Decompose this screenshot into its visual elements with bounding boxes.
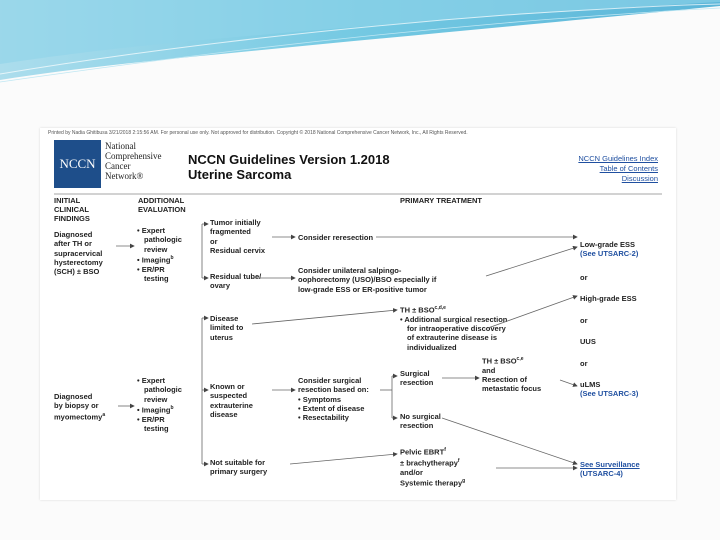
footnote-ref: g xyxy=(462,477,466,484)
toc-link[interactable]: Table of Contents xyxy=(599,164,658,173)
text-line: • Symptoms xyxy=(298,394,342,404)
text-line: Consider surgical xyxy=(298,376,362,385)
org-line: Comprehensive xyxy=(105,151,162,161)
footnote-ref: f xyxy=(457,457,460,464)
text-line: hysterectomy xyxy=(54,257,103,267)
header-line: CLINICAL xyxy=(54,205,89,214)
print-notice: Printed by Nadia Ghitibusa 3/21/2018 2:15:56 AM. For personal use only. Not approved for distribution. Copyright © 2018 National Comprehensive Cancer Network, Inc., All Rights Reserved. xyxy=(48,130,468,136)
outcome-uus: UUS xyxy=(580,337,596,346)
footnote-ref: c,d,e xyxy=(434,305,446,311)
text-line: individualized xyxy=(407,342,457,352)
org-line: Network® xyxy=(105,171,144,181)
header-line: EVALUATION xyxy=(138,205,186,214)
text-line: uterus xyxy=(210,332,233,342)
title-subtitle: Uterine Sarcoma xyxy=(188,167,292,182)
text-line: for intraoperative discovery xyxy=(407,324,506,334)
text-line: and xyxy=(482,365,496,375)
text-line: • Expert xyxy=(137,226,166,235)
footnote-ref: a xyxy=(102,411,106,418)
or-label: or xyxy=(580,316,588,325)
text-line: Tumor initially xyxy=(210,218,261,227)
text-line: extrauterine xyxy=(210,400,253,410)
text-line: oophorectomy (USO)/BSO especially if xyxy=(298,275,437,285)
text-line: resection based on: xyxy=(298,385,369,395)
text-line: pathologic xyxy=(144,235,182,245)
text-line: or xyxy=(210,236,218,246)
guideline-document xyxy=(40,128,676,500)
or-label: or xyxy=(580,273,588,282)
see-surveillance-link[interactable]: See Surveillance xyxy=(580,460,640,469)
text-line: • Expert xyxy=(137,376,166,385)
outcome-ulms: uLMS xyxy=(580,380,601,389)
text-line: • Additional surgical resection xyxy=(400,314,508,324)
text-line: review xyxy=(144,394,168,404)
text-line: Consider unilateral salpingo- xyxy=(298,266,402,275)
outcome-high-grade-ess: High-grade ESS xyxy=(580,294,637,303)
text-part: • Imaging xyxy=(137,405,171,415)
text-line: metastatic focus xyxy=(482,384,542,394)
nccn-logo: NCCN xyxy=(54,140,101,188)
text-part: Pelvic EBRT xyxy=(400,447,445,457)
text-part: TH ± BSO xyxy=(482,356,517,366)
text-line: primary surgery xyxy=(210,467,268,477)
text-line: of extrauterine disease is xyxy=(407,333,498,343)
text-line: (SCH) ± BSO xyxy=(54,267,100,277)
header-line: FINDINGS xyxy=(54,214,90,223)
text-line: Diagnosed xyxy=(54,392,93,401)
header-primary-treatment: PRIMARY TREATMENT xyxy=(400,196,482,205)
text-line: • ER/PR xyxy=(137,414,165,424)
text-part: myomectomy xyxy=(54,412,103,422)
utsarc-2-link[interactable]: (See UTSARC-2) xyxy=(580,249,639,259)
text-line: fragmented xyxy=(210,227,251,237)
discussion-link[interactable]: Discussion xyxy=(621,174,658,183)
utsarc-3-link[interactable]: (See UTSARC-3) xyxy=(580,389,639,399)
text-line: testing xyxy=(144,423,169,433)
text-line: • ER/PR xyxy=(137,264,165,274)
text-part: • Imaging xyxy=(137,255,171,265)
text-line: resection xyxy=(400,378,434,388)
text-line: Surgical xyxy=(400,369,430,378)
footnote-ref: c,e xyxy=(516,356,524,362)
text-part: ± brachytherapy xyxy=(400,458,458,468)
text-line: low-grade ESS or ER-positive tumor xyxy=(298,284,427,294)
header-line: INITIAL xyxy=(54,196,81,205)
text-part: TH ± BSO xyxy=(400,305,435,315)
text-line: resection xyxy=(400,421,434,431)
text-line: Diagnosed xyxy=(54,230,93,239)
text-line: No surgical xyxy=(400,412,441,421)
text-line: by biopsy or xyxy=(54,401,99,411)
treatment-reresection: Consider reresection xyxy=(298,233,374,242)
title-line: NCCN Guidelines Version 1.2018 xyxy=(188,152,390,167)
text-line: limited to xyxy=(210,323,244,333)
text-line: supracervical xyxy=(54,248,103,258)
text-line: review xyxy=(144,244,168,254)
utsarc-4-link[interactable]: (UTSARC-4) xyxy=(580,469,623,479)
org-line: Cancer xyxy=(105,161,131,171)
text-line: ovary xyxy=(210,281,231,291)
text-line: Residual tube/ xyxy=(210,272,262,281)
text-part: Systemic therapy xyxy=(400,478,463,488)
text-line: Disease xyxy=(210,314,239,323)
text-line: disease xyxy=(210,409,238,419)
footnote-ref: b xyxy=(170,254,174,261)
flow-connectors xyxy=(40,128,676,500)
text-line: Known or xyxy=(210,382,245,391)
text-line: • Resectability xyxy=(298,413,349,423)
header-line: ADDITIONAL xyxy=(138,196,185,205)
text-line: suspected xyxy=(210,391,248,401)
outcome-low-grade-ess: Low-grade ESS xyxy=(580,240,636,249)
text-line: pathologic xyxy=(144,385,182,395)
footnote-ref: f xyxy=(444,447,446,453)
decorative-wave-banner xyxy=(0,0,720,90)
guidelines-index-link[interactable]: NCCN Guidelines Index xyxy=(578,154,658,163)
text-line: Not suitable for xyxy=(210,458,266,467)
text-line: Residual cervix xyxy=(210,245,266,255)
text-line: Resection of xyxy=(482,375,528,385)
text-line: • Extent of disease xyxy=(298,403,365,413)
text-line: testing xyxy=(144,273,169,283)
org-line: National xyxy=(105,141,136,151)
footnote-ref: b xyxy=(170,404,174,411)
or-label: or xyxy=(580,359,588,368)
text-line: and/or xyxy=(400,467,423,477)
text-line: after TH or xyxy=(54,239,92,249)
